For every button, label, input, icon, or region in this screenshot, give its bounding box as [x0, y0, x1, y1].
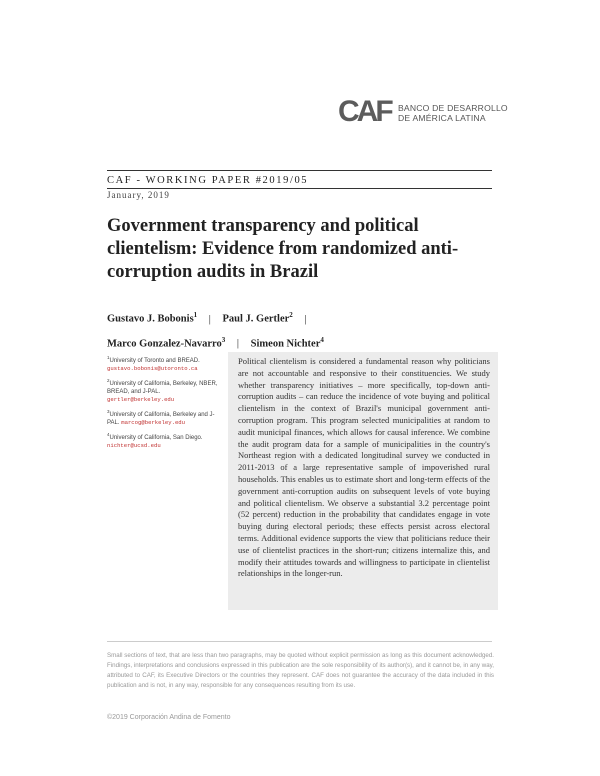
affiliation-text: University of Toronto and BREAD.	[109, 358, 200, 364]
legal-notice: Small sections of text, that are less than two paragraphs, may be quoted without explicit permission as long as this document acknowledged. Findings, interpretations and conclusions expressed in this publication are the sole responsibility of its author(s), and it cannot be, in any way, attributed to CAF, its Executive Directors or the countries they represent. CAF does not guarantee the accuracy of the data included in this publication and is not, in any way, responsible for any consequences resulting from its use.	[107, 652, 494, 689]
publication-date: January, 2019	[107, 190, 170, 200]
affiliation-text: University of California, San Diego.	[109, 435, 203, 441]
series-rule-top	[107, 170, 492, 171]
affiliation	[107, 354, 225, 373]
affiliation-email[interactable]: nichter@ucsd.edu	[107, 442, 161, 449]
logo-line-2: DE AMÉRICA LATINA	[398, 113, 486, 123]
affiliation-sup: 2	[107, 378, 110, 383]
author-sup: 2	[289, 311, 293, 319]
abstract-box	[228, 352, 498, 610]
author-separator: |	[236, 338, 240, 349]
affiliation-sup: 3	[107, 409, 110, 414]
affiliation-text: University of California, Berkeley and J-PAL.	[107, 412, 215, 426]
affiliations	[107, 354, 225, 454]
caf-logo	[338, 95, 578, 127]
author-name: Simeon Nichter	[250, 338, 321, 349]
logo-tagline	[398, 103, 508, 123]
series-label: CAF - WORKING PAPER #2019/05	[107, 175, 309, 186]
affiliation	[107, 431, 225, 450]
series-rule-bottom	[107, 188, 492, 189]
author-separator: |	[304, 313, 307, 325]
affiliation-email[interactable]: gustavo.bobonis@utoronto.ca	[107, 365, 198, 372]
affiliation-email[interactable]: gertler@berkeley.edu	[107, 396, 175, 403]
affiliation-sup: 1	[107, 355, 110, 360]
author-sup: 3	[221, 335, 226, 344]
author-list	[107, 305, 507, 354]
author-name: Marco Gonzalez-Navarro	[107, 338, 222, 349]
affiliation	[107, 408, 225, 427]
author-sup: 1	[193, 311, 198, 319]
author-line-1	[107, 305, 507, 330]
author-line-2	[107, 330, 507, 355]
author-name: Paul J. Gertler	[222, 313, 290, 325]
author-sup: 4	[320, 335, 324, 344]
caf-logo-letters: CAF	[338, 97, 391, 123]
affiliation-sup: 4	[107, 432, 110, 437]
footer-rule	[107, 641, 492, 642]
author-separator: |	[208, 313, 211, 325]
abstract-text: Political clientelism is considered a fundamental reason why politicians are not accountable and responsive to their constituencies. We study whether transparency initiatives – more specifically, top-down anti-corruption audits – can reduce the incidence of vote buying and political clientelism in the context of Brazil's municipal government anti-corruption program. This program selected municipalities at random to audit municipal finances, which allows for causal inference. We combine the audit program data for a sample of municipalities in the country's Northeast region with a dedicated longitudinal survey we conducted in 2011-2013 of a large representative sample of impoverished rural households. This enables us to estimate short and long-term effects of the government anti-corruption audits on subsequent levels of vote buying and political clientelism. We observe a substantial 3.2 percentage point (52 percent) reduction in the probability that candidates engage in vote buying during electoral periods; these effects persist across electoral terms. Additional evidence supports the view that politicians reduce their use of clientelist practices in the short-run; citizens internalize this, and modify their attitudes towards and willingness to participate in clientelist relationships in the longer-run.	[238, 356, 490, 579]
caf-logo-mark	[338, 97, 394, 123]
author-name: Gustavo J. Bobonis	[107, 313, 194, 325]
logo-line-1: BANCO DE DESARROLLO	[398, 103, 508, 113]
affiliation-email[interactable]: marcog@berkeley.edu	[121, 419, 186, 426]
copyright: ©2019 Corporación Andina de Fomento	[107, 714, 231, 721]
affiliation	[107, 377, 225, 404]
paper-title: Government transparency and political clientelism: Evidence from randomized anti-corruption audits in Brazil	[107, 216, 459, 282]
affiliation-text: University of California, Berkeley, NBER, BREAD, and J-PAL.	[107, 381, 218, 395]
